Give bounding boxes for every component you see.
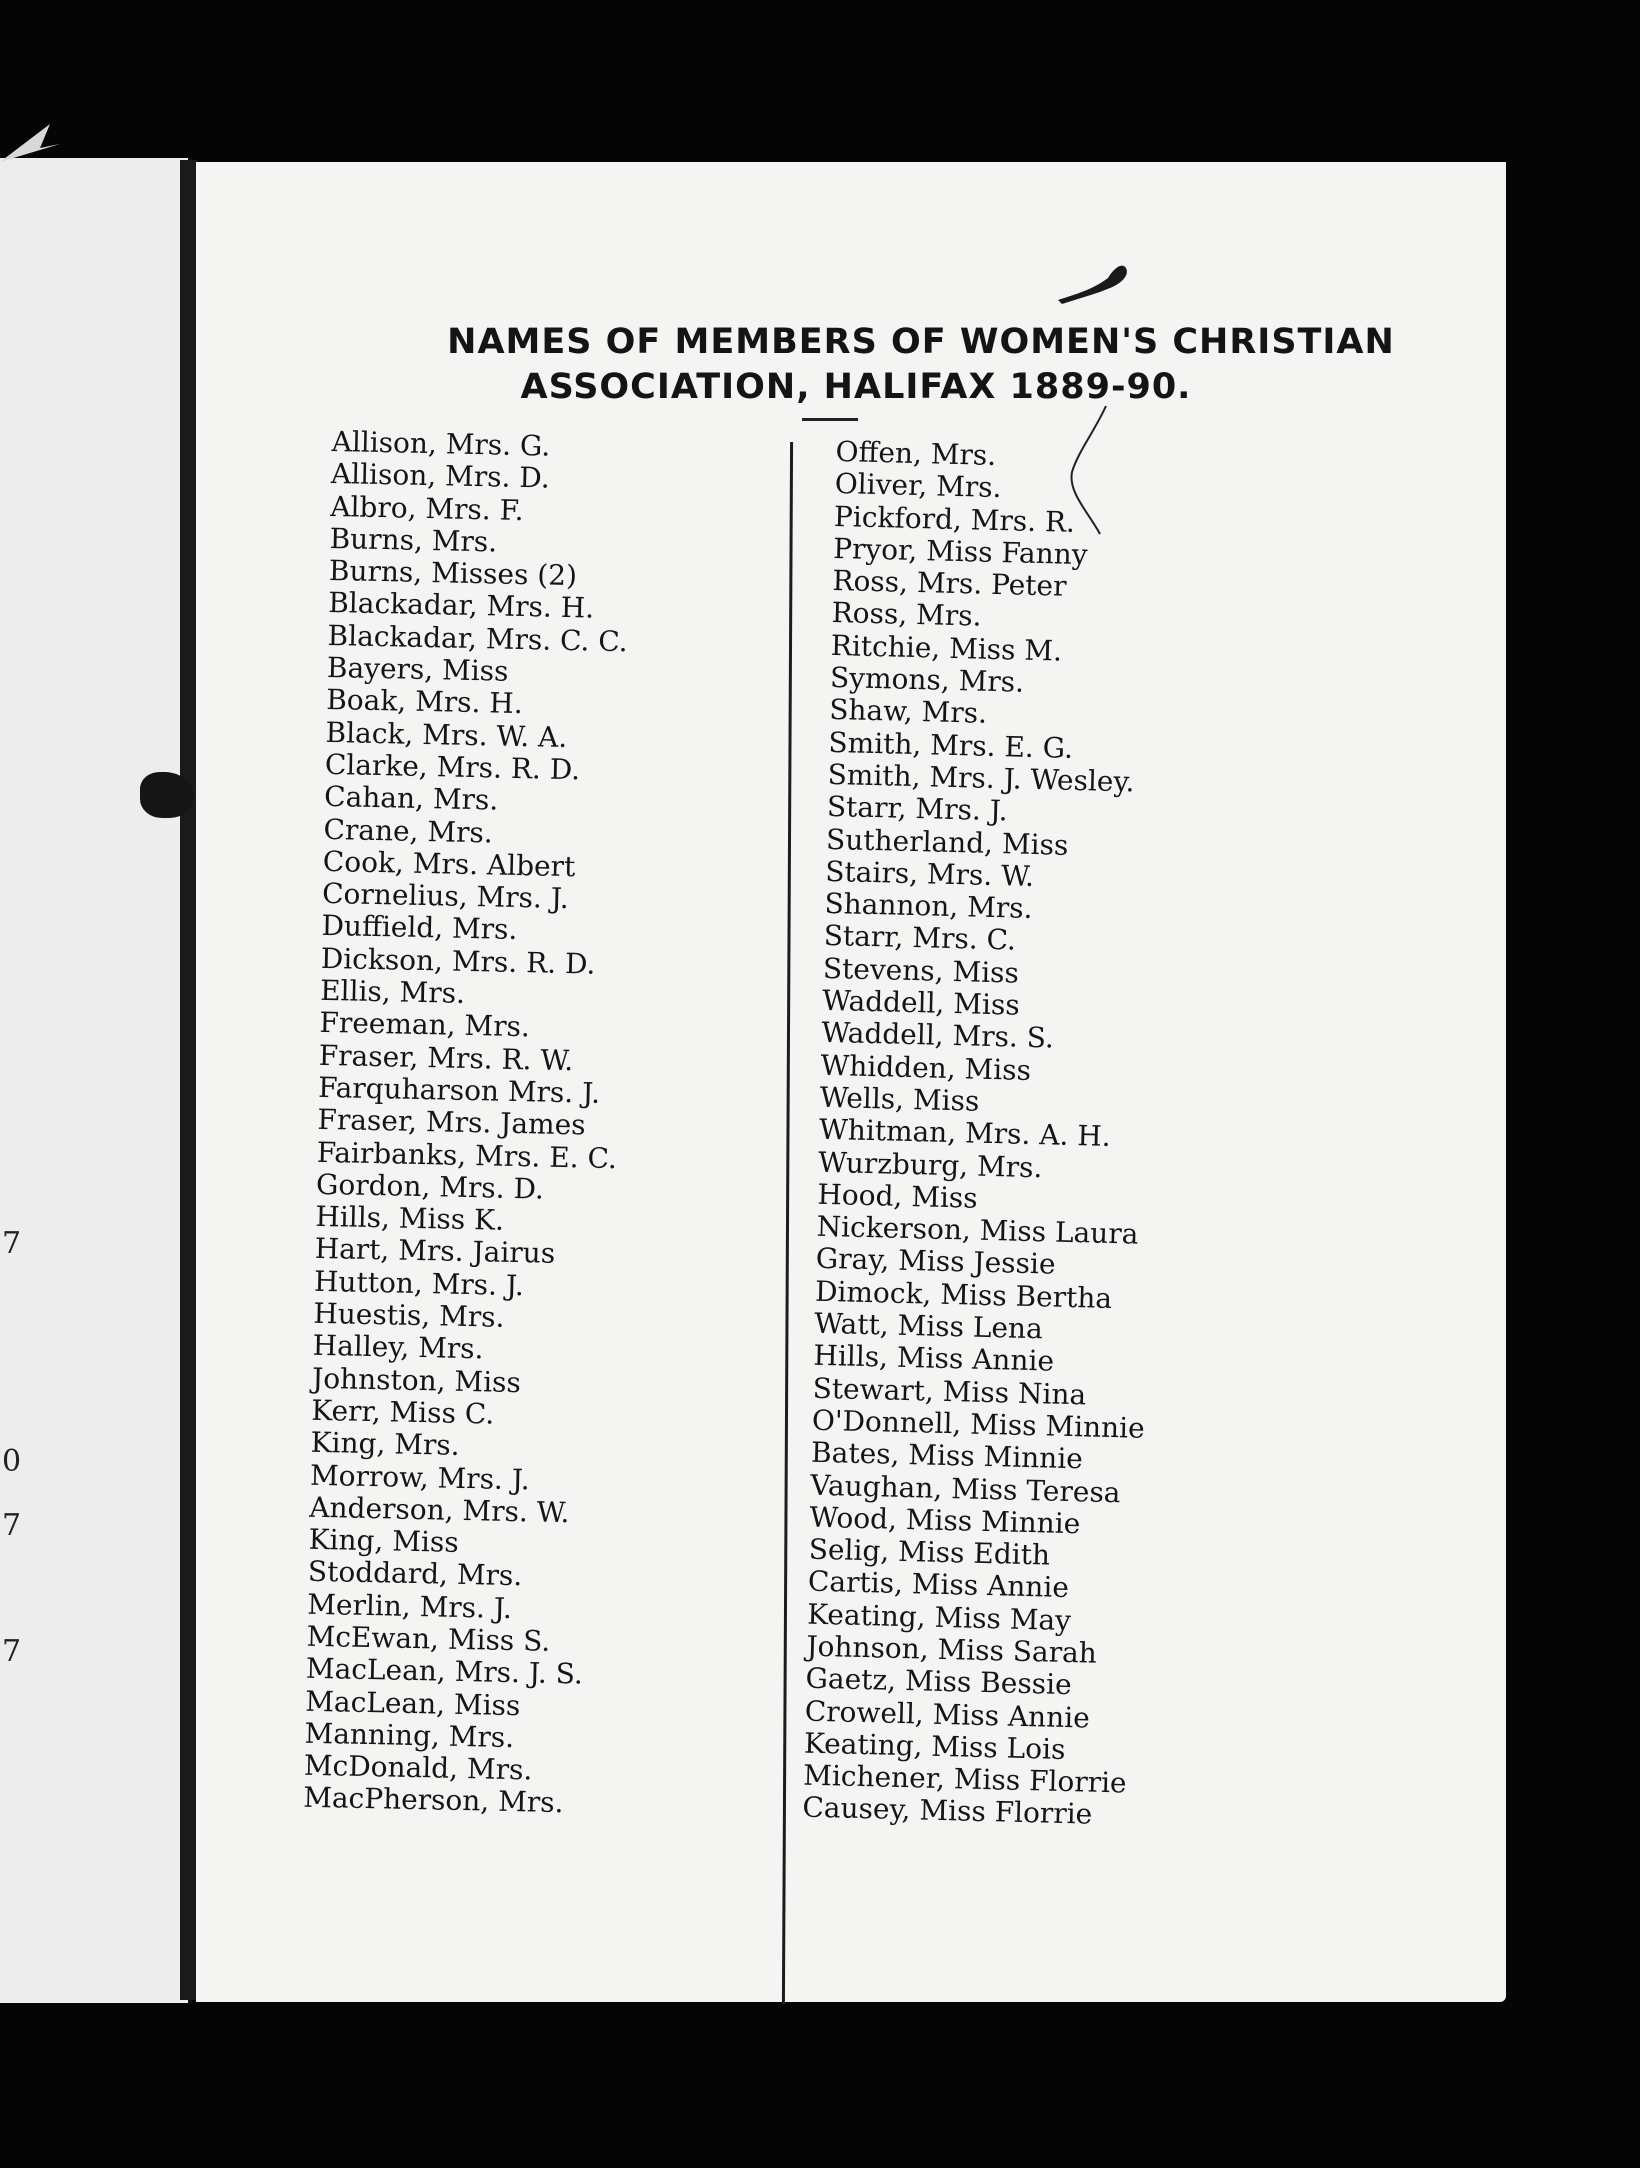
member-entry: Farquharson Mrs. J.	[317, 1070, 601, 1110]
member-entry: Starr, Mrs. C.	[823, 919, 1017, 957]
member-entry: Shannon, Mrs.	[824, 887, 1033, 926]
document-page	[196, 162, 1506, 2002]
member-entry: Johnston, Miss	[311, 1361, 522, 1399]
member-entry: Smith, Mrs. J. Wesley.	[827, 757, 1135, 799]
facing-page	[0, 158, 192, 2003]
member-entry: Kerr, Miss C.	[311, 1393, 495, 1431]
member-entry: Blackadar, Mrs. H.	[327, 586, 595, 626]
member-entry: Hills, Miss Annie	[813, 1339, 1055, 1378]
member-entry: Ritchie, Miss M.	[830, 628, 1063, 668]
pencil-stroke-mark	[1058, 402, 1118, 542]
member-entry: Wurzburg, Mrs.	[817, 1145, 1043, 1184]
member-entry: Stoddard, Mrs.	[307, 1555, 523, 1593]
member-entry: Bates, Miss Minnie	[810, 1435, 1084, 1476]
member-entry: Boak, Mrs. H.	[325, 683, 524, 721]
member-entry: Nickerson, Miss Laura	[816, 1209, 1139, 1251]
member-entry: Duffield, Mrs.	[321, 909, 518, 947]
member-entry: Waddell, Mrs. S.	[821, 1016, 1055, 1055]
member-entry: Offen, Mrs.	[835, 435, 997, 472]
member-entry: Ellis, Mrs.	[319, 973, 466, 1010]
member-entry: Gaetz, Miss Bessie	[805, 1661, 1073, 1702]
member-entry: Pickford, Mrs. R.	[833, 499, 1076, 539]
member-entry: Keating, Miss May	[806, 1597, 1072, 1637]
member-entry: Johnson, Miss Sarah	[806, 1629, 1098, 1670]
member-entry: Michener, Miss Florrie	[802, 1758, 1127, 1800]
member-entry: Cook, Mrs. Albert	[322, 844, 576, 884]
member-entry: MacLean, Mrs. J. S.	[305, 1652, 584, 1691]
member-entry: Burns, Mrs.	[329, 521, 498, 559]
column-divider	[782, 442, 793, 2004]
member-entry: Cartis, Miss Annie	[807, 1565, 1070, 1605]
facing-page-fragment: 7	[2, 1634, 22, 1669]
member-entry: Oliver, Mrs.	[834, 467, 1002, 505]
title-rule	[802, 418, 858, 421]
member-entry: Bayers, Miss	[326, 651, 509, 688]
ink-stain-mark	[1056, 254, 1136, 314]
member-entry: McEwan, Miss S.	[306, 1619, 551, 1658]
member-entry: Selig, Miss Edith	[808, 1532, 1051, 1572]
member-entry: Morrow, Mrs. J.	[309, 1458, 531, 1496]
member-entry: Symons, Mrs.	[829, 661, 1025, 699]
member-entry: Fraser, Mrs. James	[317, 1103, 586, 1142]
member-entry: Merlin, Mrs. J.	[306, 1587, 513, 1625]
member-entry: Fraser, Mrs. R. W.	[318, 1038, 574, 1077]
member-entry: Stevens, Miss	[822, 951, 1020, 990]
member-entry: Hart, Mrs. Jairus	[314, 1232, 556, 1271]
member-entry: O'Donnell, Miss Minnie	[811, 1403, 1146, 1445]
member-entry: Dickson, Mrs. R. D.	[320, 941, 596, 981]
member-entry: Vaughan, Miss Teresa	[809, 1468, 1121, 1509]
member-entry: Hills, Miss K.	[315, 1199, 505, 1237]
member-entry: Stewart, Miss Nina	[812, 1371, 1087, 1412]
member-entry: Burns, Misses (2)	[328, 554, 578, 593]
member-entry: Shaw, Mrs.	[828, 693, 988, 731]
facing-page-fragment: 7	[2, 1508, 22, 1543]
member-entry: Watt, Miss Lena	[813, 1306, 1044, 1346]
torn-corner-mark	[0, 118, 60, 162]
member-entry: Smith, Mrs. E. G.	[828, 725, 1074, 765]
member-entry: Hutton, Mrs. J.	[313, 1264, 525, 1302]
binding-thread-blot	[140, 772, 194, 818]
member-entry: Gordon, Mrs. D.	[315, 1167, 545, 1206]
member-entry: Allison, Mrs. G.	[331, 425, 551, 463]
member-entry: King, Miss	[308, 1522, 459, 1559]
member-entry: Starr, Mrs. J.	[826, 790, 1009, 828]
member-list-right	[802, 436, 1169, 1832]
member-entry: Freeman, Mrs.	[319, 1006, 531, 1044]
member-entry: Anderson, Mrs. W.	[309, 1490, 570, 1530]
member-entry: Black, Mrs. W. A.	[325, 715, 568, 754]
member-entry: Cornelius, Mrs. J.	[321, 877, 570, 916]
member-entry: MacLean, Miss	[304, 1684, 521, 1722]
member-entry: Dimock, Miss Bertha	[814, 1274, 1113, 1315]
member-entry: Ross, Mrs. Peter	[832, 564, 1067, 603]
member-entry: Sutherland, Miss	[825, 822, 1069, 862]
member-entry: Gray, Miss Jessie	[815, 1242, 1056, 1282]
page-title-line-1: NAMES OF MEMBERS OF WOMEN'S CHRISTIAN	[447, 322, 1395, 362]
facing-page-fragment: 7	[2, 1226, 22, 1261]
member-entry: Crane, Mrs.	[323, 812, 494, 850]
member-entry: Clarke, Mrs. R. D.	[324, 747, 581, 787]
member-entry: Stairs, Mrs. W.	[824, 854, 1035, 893]
member-entry: Blackadar, Mrs. C. C.	[327, 618, 628, 659]
member-entry: Hood, Miss	[817, 1177, 979, 1215]
member-entry: Fairbanks, Mrs. E. C.	[316, 1135, 618, 1175]
member-list-left	[303, 426, 632, 1821]
member-entry: McDonald, Mrs.	[303, 1748, 533, 1787]
member-entry: MacPherson, Mrs.	[302, 1781, 564, 1820]
member-entry: Whitman, Mrs. A. H.	[818, 1113, 1112, 1154]
member-entry: Pryor, Miss Fanny	[832, 531, 1088, 572]
member-entry: Cahan, Mrs.	[323, 780, 499, 817]
member-entry: Huestis, Mrs.	[313, 1296, 505, 1334]
member-entry: Keating, Miss Lois	[803, 1726, 1066, 1766]
member-entry: Whidden, Miss	[820, 1048, 1032, 1087]
member-entry: Allison, Mrs. D.	[330, 457, 551, 495]
member-entry: Ross, Mrs.	[831, 596, 982, 634]
member-entry: Wells, Miss	[819, 1080, 980, 1118]
member-entry: Halley, Mrs.	[312, 1329, 484, 1366]
member-entry: Waddell, Miss	[821, 983, 1021, 1022]
member-entry: King, Mrs.	[310, 1425, 460, 1463]
member-entry: Wood, Miss Minnie	[809, 1500, 1081, 1541]
member-entry: Manning, Mrs.	[304, 1716, 515, 1754]
member-entry: Crowell, Miss Annie	[804, 1694, 1091, 1735]
member-entry: Causey, Miss Florrie	[802, 1791, 1093, 1832]
page-title-line-2: ASSOCIATION, HALIFAX 1889-90.	[520, 367, 1192, 407]
member-entry: Albro, Mrs. F.	[329, 489, 524, 527]
facing-page-fragment: 0	[2, 1444, 22, 1479]
